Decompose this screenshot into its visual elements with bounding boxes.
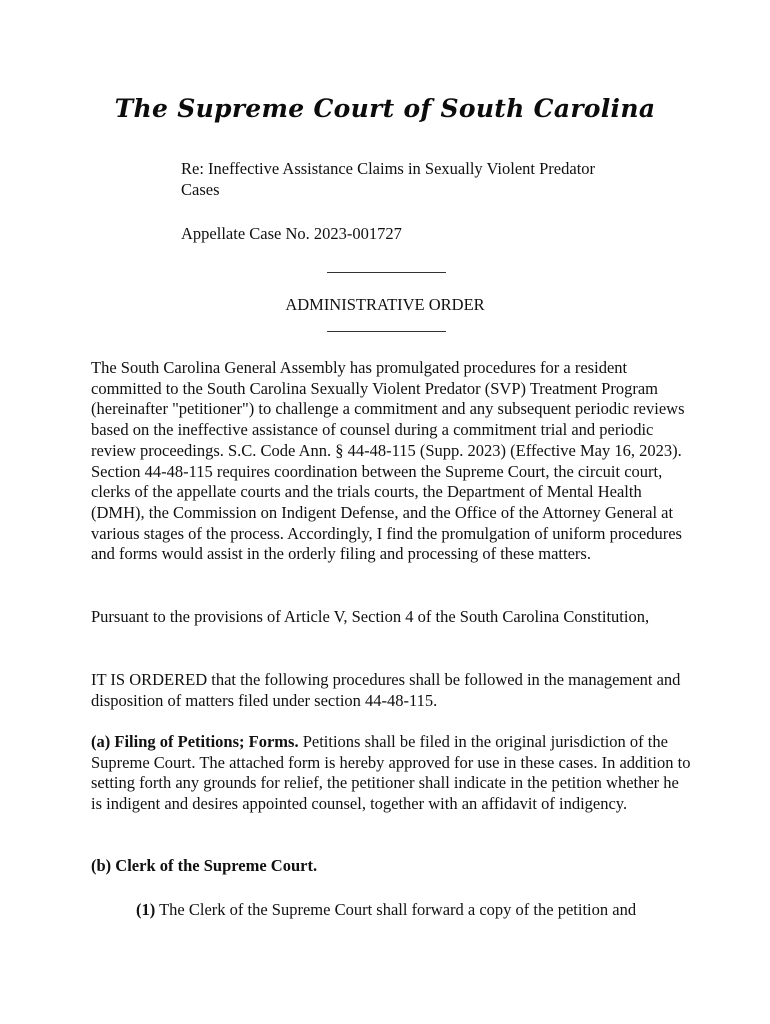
divider-bottom bbox=[327, 331, 446, 332]
subsection-1-text: The Clerk of the Supreme Court shall forward a copy of the petition and bbox=[159, 900, 637, 919]
paragraph-authority: Pursuant to the provisions of Article V, Section 4 of the South Carolina Constitution, bbox=[91, 607, 650, 626]
subsection-1 bbox=[136, 900, 696, 921]
paragraph-ordered: IT IS ORDERED that the following procedures shall be followed in the management and disposition of matters filed under section 44-48-115. bbox=[91, 670, 681, 710]
section-a bbox=[91, 732, 691, 815]
court-title: The Supreme Court of South Carolina bbox=[114, 94, 656, 123]
subsection-1-label: (1) bbox=[136, 900, 156, 919]
section-b-heading: (b) Clerk of the Supreme Court. bbox=[91, 856, 318, 875]
paragraph-background: The South Carolina General Assembly has promulgated procedures for a resident committed to the South Carolina Sexually Violent Predator (SVP) Treatment Program (hereinafter "petitioner") to challenge a commitment and any subsequent periodic reviews based on the ineffective assistance of counsel during a commitment trial and periodic review proceedings. S.C. Code Ann. § 44-48-115 (Supp. 2023) (Effective May 16, 2023). Section 44-48-115 requires coordination between the Supreme Court, the circuit court, clerks of the appellate courts and the trials courts, the Department of Mental Health (DMH), the Commission on Indigent Defense, and the Office of the Attorney General at various stages of the process. Accordingly, I find the promulgation of uniform procedures and forms would assist in the orderly filing and processing of these matters. bbox=[91, 358, 685, 564]
section-a-heading: (a) Filing of Petitions; Forms. bbox=[91, 732, 299, 751]
case-number: Appellate Case No. 2023-001727 bbox=[181, 224, 402, 243]
divider-top bbox=[327, 272, 446, 273]
re-line: Re: Ineffective Assistance Claims in Sexually Violent Predator Cases bbox=[181, 159, 596, 199]
section-a-text: Petitions shall be filed in the original jurisdiction of the Supreme Court. The attached form is hereby approved for use in these cases. In addition to setting forth any grounds for relief, the petitioner shall indicate in the petition whether he is indigent and desires appointed counsel, together with an affidavit of indigency. bbox=[91, 732, 691, 814]
order-heading: ADMINISTRATIVE ORDER bbox=[285, 295, 485, 314]
